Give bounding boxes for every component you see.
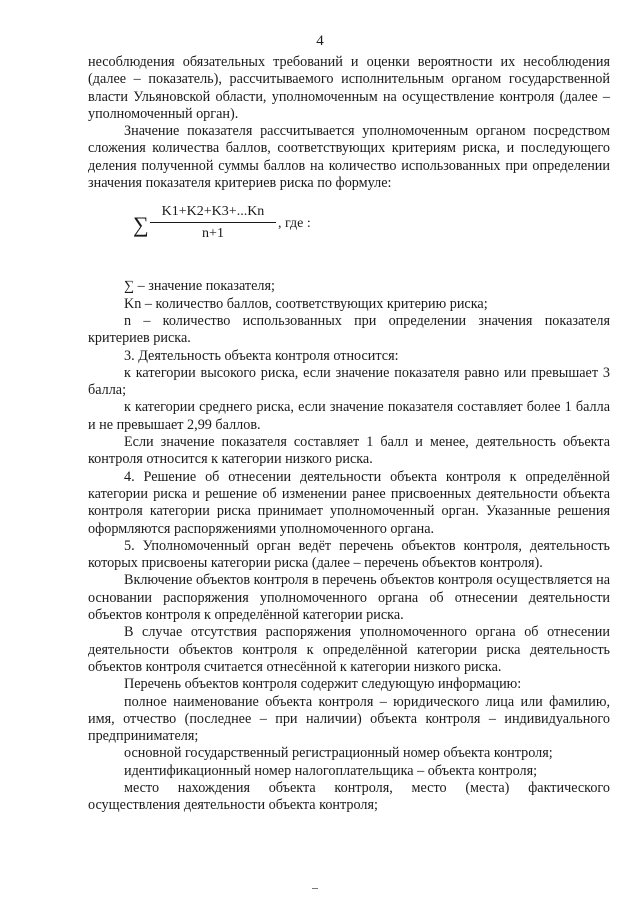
section-4: 4. Решение об отнесении деятельности объекта контроля к определённой категории риска и решение об изменении ранее присвоенных деятельности объекта контроля категории риска принимает уполномоченный орган. Указанные решения оформляются распоряжениями уполномоченного органа. <box>88 468 610 537</box>
medium-risk-category: к категории среднего риска, если значение показателя составляет более 1 балла и не превышает 2,99 баллов. <box>88 399 610 433</box>
section-5: 5. Уполномоченный орган ведёт перечень объектов контроля, деятельность которых присвоены категории риска (далее – перечень объектов контроля). <box>88 537 610 572</box>
formula-denominator: n+1 <box>202 226 224 242</box>
document-body <box>88 54 610 815</box>
definition-n: n – количество использованных при определении значения показателя критериев риска. <box>88 312 610 347</box>
list-item-full-name: полное наименование объекта контроля – юридического лица или фамилию, имя, отчество (последнее – при наличии) объекта контроля – индивидуального предпринимателя; <box>88 693 610 745</box>
formula-suffix: , где : <box>278 216 311 232</box>
formula-sigma: ∑ <box>133 212 149 238</box>
low-risk-category: Если значение показателя составляет 1 балл и менее, деятельность объекта контроля относится к категории низкого риска. <box>88 434 610 468</box>
definition-sigma: ∑ – значение показателя; <box>124 278 275 295</box>
section-3-heading: 3. Деятельность объекта контроля относится: <box>124 347 399 364</box>
list-item-ogrn: основной государственный регистрационный номер объекта контроля; <box>124 745 553 762</box>
list-contents-intro: Перечень объектов контроля содержит следующую информацию: <box>124 676 522 693</box>
list-item-inn: идентификационный номер налогоплательщика – объекта контроля; <box>124 762 538 779</box>
page-number: 4 <box>316 33 324 49</box>
formula-numerator: K1+K2+K3+...Kn <box>150 204 276 223</box>
definition-kn: Kn – количество баллов, соответствующих критерию риска; <box>124 295 488 312</box>
paragraph-continuation: несоблюдения обязательных требований и оценки вероятности их несоблюдения (далее – показатель), рассчитываемого исполнительным органом государственной власти Ульяновской области, уполномоченным на осуществление контроля (далее – уполномоченный орган). <box>88 54 610 122</box>
absence-of-order: В случае отсутствия распоряжения уполномоченного органа об отнесении деятельности объектов контроля к определённой категории риска деятельность объектов контроля считается отнесённой к категории низкого риска. <box>88 624 610 675</box>
scan-mark <box>312 888 318 889</box>
risk-formula <box>88 198 610 260</box>
high-risk-category: к категории высокого риска, если значение показателя равно или превышает 3 балла; <box>88 364 610 399</box>
inclusion-rules: Включение объектов контроля в перечень объектов контроля осуществляется на основании распоряжения уполномоченного органа об отнесении деятельности объектов контроля к определённой категории риска. <box>88 572 611 624</box>
list-item-location: место нахождения объекта контроля, место (места) фактического осуществления деятельности объекта контроля; <box>88 779 610 814</box>
formula-fraction <box>150 204 276 243</box>
paragraph-indicator-calculation: Значение показателя рассчитывается уполномоченным органом посредством сложения количества баллов, соответствующих критериям риска, и последующего деления полученной суммы баллов на количество использованных при определении значения показателя критериев риска по формуле: <box>88 123 610 192</box>
